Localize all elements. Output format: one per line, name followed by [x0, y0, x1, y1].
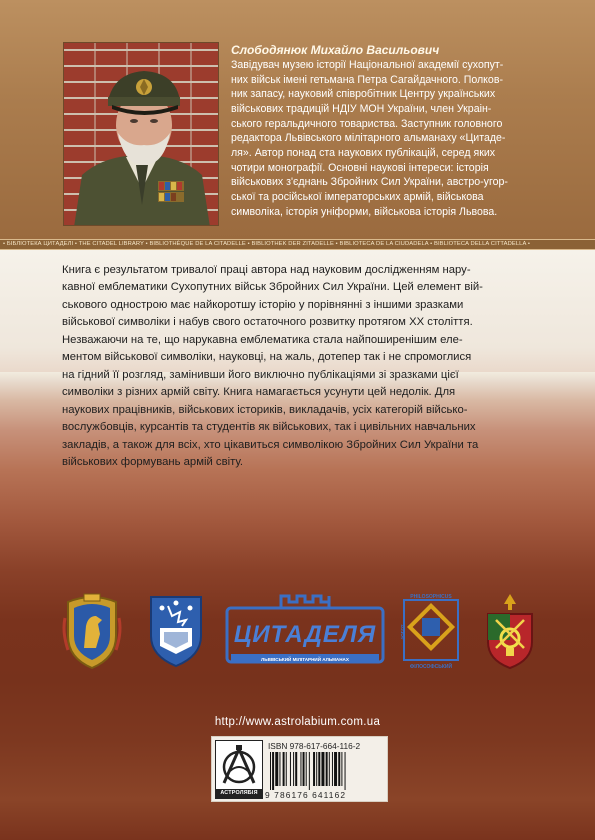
barcode-number: 9 786176 641162 — [265, 790, 347, 800]
bio-line: ля». Автор понад ста наукових публікацій, серед яких — [231, 146, 496, 159]
description-line: вослужбовців, курсантів та студентів як військових, так і цивільних навчальних — [62, 421, 476, 434]
military-academy-arms-icon — [482, 590, 538, 670]
author-name: Слободянюк Михайло Васильович — [231, 43, 440, 57]
bio-line: редактора Львівського мілітарного альманаху «Цитаде- — [231, 132, 506, 145]
description-line: Книга є результатом тривалої праці автора над науковим дослідженням нару- — [62, 264, 471, 276]
barcode-bar — [332, 752, 333, 786]
description-line: кавної емблематики Сухопутних військ Збройних Сил України. Цей елемент вій- — [62, 281, 483, 294]
bio-line: них військ імені гетьмана Петра Сагайдачного. Полков- — [231, 73, 503, 86]
barcode-bar — [270, 752, 271, 790]
barcode-bar — [321, 752, 324, 786]
astrolabe-logo-icon — [216, 741, 262, 789]
author-bio — [231, 58, 553, 219]
bio-line: ської та російської імператорських армій, військова — [231, 190, 484, 203]
publisher-name: АСТРОЛЯБІЯ — [216, 789, 262, 798]
isbn-label: ISBN 978-617-664-116-2 — [268, 741, 361, 751]
barcode-bar — [316, 752, 317, 786]
description-line: ськового однострою має найкоротшу історію у порівнянні з іншими зразками — [62, 298, 464, 311]
barcode-bar — [313, 752, 315, 786]
citadel-subtitle: ЛЬВІВСЬКИЙ МІЛІТАРНИЙ АЛЬМАНАХ — [261, 657, 349, 662]
barcode-bar — [275, 752, 278, 786]
barcode-bar — [326, 752, 328, 786]
barcode-bar — [309, 752, 310, 790]
description-line: закладів, а також для всіх, хто цікавиться символікою Збройних Сил України та — [62, 438, 479, 451]
description-line: символіки з різних армій світу. Книга намагається усунути цей недолік. Для — [62, 386, 456, 399]
military-shield-icon — [148, 594, 204, 668]
isbn-block — [211, 736, 388, 802]
author-photo — [63, 42, 219, 226]
publisher-logo — [215, 740, 263, 799]
description-line: військової символіки і набув свого остаточного розвитку протягом XX століття. — [62, 316, 473, 329]
barcode-bar — [306, 752, 307, 786]
barcode-bar — [318, 752, 320, 786]
barcode-bar — [295, 752, 297, 786]
philosophy-top-text: PHILOSOPHICUS — [410, 594, 452, 600]
barcode-bar — [303, 752, 305, 786]
description-line: ментом військової символіки, науковці, на жаль, дотепер так і не спромоглися — [62, 351, 472, 364]
bio-line: ського геральдичного товариства. Заступник головного — [231, 117, 503, 130]
barcode-bar — [338, 752, 340, 786]
barcode-bar — [290, 752, 291, 786]
description-line: Незважаючи на те, що нарукавна емблематика стала найпоширенішим еле- — [62, 333, 463, 346]
library-series-strip: • БІБЛІОТЕКА ЦИТАДЕЛІ • THE CITADEL LIBRARY • BIBLIOTHÈQUE DE LA CITADELLE • BIBLIOTHEK DER ZITADELLE • BIBLIOTECA DE LA CIUDADELA • BIBLIOTECA DELLA CITTADELLA • — [0, 239, 595, 250]
citadel-title: ЦИТАДЕЛЯ — [233, 621, 377, 648]
barcode-bar — [341, 752, 342, 786]
book-description — [62, 262, 538, 471]
description-line: наукових працівників, військових істориків, викладачів, усіх категорій військо- — [62, 403, 468, 416]
barcode-bar — [272, 752, 274, 790]
author-portrait-icon — [64, 43, 219, 226]
barcode-bar — [279, 752, 280, 786]
bio-line: ник запасу, науковий співробітник Центру українських — [231, 88, 496, 101]
publisher-website-link[interactable]: http://www.astrolabium.com.ua — [214, 716, 381, 728]
bio-line: Завідувач музею історії Національної академії сухопут- — [231, 59, 504, 71]
barcode-icon — [268, 752, 384, 790]
barcode-bar — [329, 752, 330, 786]
description-line: військових формувань армій світу. — [62, 455, 244, 468]
citadel-logo-icon — [225, 590, 385, 672]
emblem-row — [60, 590, 540, 680]
barcode-bar — [345, 752, 346, 790]
barcode-bar — [293, 752, 294, 786]
barcode-bar — [286, 752, 287, 786]
philosophy-logo-icon — [400, 592, 462, 670]
bio-line: символіка, історія уніформи, військова історія Львова. — [231, 205, 498, 218]
bio-line: чотири монографії. Основні наукові інтереси: історія — [231, 161, 489, 174]
bio-line: військових традицій НДІУ МОН України, член Украін- — [231, 102, 492, 115]
barcode-bar — [300, 752, 301, 786]
description-line: на гідний її розгляд, замінивши його виключно публікаціями зі зразками цієї — [62, 368, 459, 381]
lviv-coat-of-arms-icon — [62, 592, 122, 672]
barcode-bar — [283, 752, 285, 786]
philosophy-side-text: ΛΟΓΟΣ — [400, 624, 405, 640]
barcode-bar — [334, 752, 337, 786]
bio-line: військових з'єднань Збройних Сил України, австро-угор- — [231, 176, 508, 189]
philosophy-bottom-text: ФІЛОСОФСЬКИЙ — [409, 664, 453, 670]
